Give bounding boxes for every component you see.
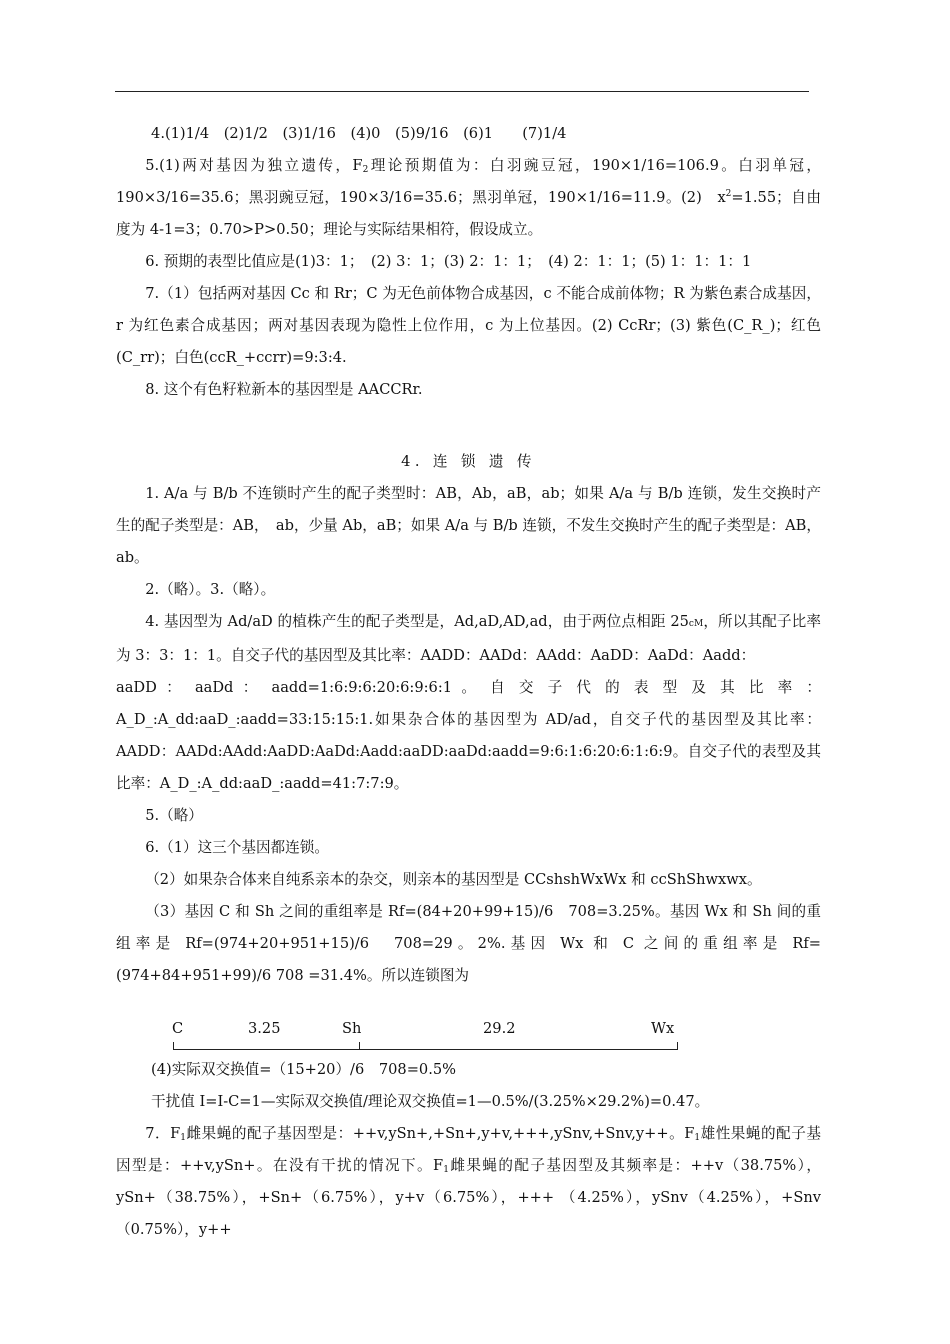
map-distance-sh-wx: 29.2: [483, 1020, 516, 1037]
s4-q7: 7．$F_1$雌果蝇的配子基因型是：++v,ySn+,+Sn+,y+v,+++,ySnv,+Snv,y++。$F_1$雄性果蝇的配子基因型是：++v,ySn+。在没有干扰的情况下。$F_1$雌果蝇的配子基因型及其频率是：++v（38.75%），ySn+（38.75%），+Sn+（6.75%），y+v（6.75%），+++ （4.25%），ySnv（4.25%），+Snv（0.75%），y++: [116, 1125, 821, 1238]
s4-q6-3: （3）基因 C 和 Sh 之间的重组率是 Rf=(84+20+99+15)/6 708=3.25%。基因 Wx 和 Sh 间的重组率是 Rf=(974+20+951+15)/6 708=29。2%.基因 Wx 和 C 之间的重组率是 Rf=(974+84+951+99)/6 708 =31.4%。所以连锁图为: [116, 903, 821, 984]
s3-q4: 4.(1)1/4 (2)1/2 (3)1/16 (4)0 (5)9/16 (6)1 (7)1/4: [151, 125, 567, 142]
map-tick-wx: [677, 1042, 678, 1049]
map-label-c: C: [172, 1020, 184, 1037]
s4-q6-4: (4)实际双交换值=（15+20）/6 708=0.5%: [151, 1061, 457, 1078]
page-body: [116, 118, 821, 992]
map-tick-sh: [359, 1042, 360, 1049]
s4-q1: 1. A/a 与 B/b 不连锁时产生的配子类型时：AB，Ab，aB，ab；如果 A/a 与 B/b 连锁，发生交换时产生的配子类型是：AB， ab，少量 Ab，aB；如果 A/a 与 B/b 连锁，不发生交换时产生的配子类型是：AB，ab。: [116, 485, 821, 566]
s4-interference: 干扰值 I=I-C=1—实际双交换值/理论双交换值=1—0.5%/(3.25%×29.2%)=0.47。: [151, 1093, 710, 1110]
s4-q6-1: 6.（1）这三个基因都连锁。: [145, 839, 329, 856]
s4-q4: 4. 基因型为 Ad/aD 的植株产生的配子类型是，Ad,aD,AD,ad，由于两位点相距 25cM，所以其配子比率为 3：3：1：1。自交子代的基因型及其比率：AADD：AADd：AAdd：AaDD：AaDd：Aadd：: [116, 613, 821, 664]
s3-q8: 8. 这个有色籽粒新本的基因型是 AACCRr.: [145, 381, 423, 398]
linkage-map: [168, 1017, 680, 1053]
s3-q7: 7.（1）包括两对基因 Cc 和 Rr；C 为无色前体物合成基因，c 不能合成前体物；R 为紫色素合成基因，r 为红色素合成基因；两对基因表现为隐性上位作用，c 为上位基因。(2) CcRr；(3) 紫色(C_R_)；红色(C_rr)；白色(ccR_+ccrr)=9:3:4.: [116, 285, 821, 366]
s4-q6-2: （2）如果杂合体来自纯系亲本的杂交，则亲本的基因型是 CCshshWxWx 和 ccShShwxwx。: [145, 871, 762, 888]
map-tick-c: [173, 1042, 174, 1049]
s4-q5: 5.（略）: [145, 807, 203, 824]
s4-q2-3: 2.（略）。3.（略）。: [145, 581, 276, 598]
page-body-continued: [116, 1054, 821, 1246]
map-label-sh: Sh: [342, 1020, 362, 1037]
s4-q4-cont: A_D_:A_dd:aaD_:aadd=33:15:15:1.如果杂合体的基因型为 AD/ad，自交子代的基因型及其比率：AADD：AADd:AAdd:AaDD:AaDd:Aadd:aaDD:aaDd:aadd=9:6:1:6:20:6:1:6:9。自交子代的表型及其比率：A_D_:A_dd:aaD_:aadd=41:7:7:9。: [116, 711, 821, 792]
section4-title: 4. 连 锁 遗 传: [401, 453, 536, 470]
s3-q5: 5.(1)两对基因为独立遗传，$F_2$理论预期值为：白羽豌豆冠，190×1/16=106.9。白羽单冠，190×3/16=35.6；黑羽豌豆冠，190×3/16=35.6；黑羽单冠，190×1/16=11.9。(2) $x^2=1.55$；自由度为 4-1=3；0.70>P>0.50；理论与实际结果相符，假设成立。: [116, 157, 821, 238]
map-line: [173, 1049, 678, 1050]
map-label-wx: Wx: [651, 1020, 675, 1037]
header-rule: [115, 91, 809, 92]
s3-q6: 6. 预期的表型比值应是(1)3：1； (2) 3：1；(3) 2：1：1； (4) 2：1：1；(5) 1：1：1：1: [145, 253, 752, 270]
s4-q4-ratio-line: aaDD ： aaDd ： aadd=1:6:9:6:20:6:9:6:1 。 自 交 子 代 的 表 型 及 其 比 率 ：: [116, 679, 821, 696]
map-distance-c-sh: 3.25: [248, 1020, 281, 1037]
